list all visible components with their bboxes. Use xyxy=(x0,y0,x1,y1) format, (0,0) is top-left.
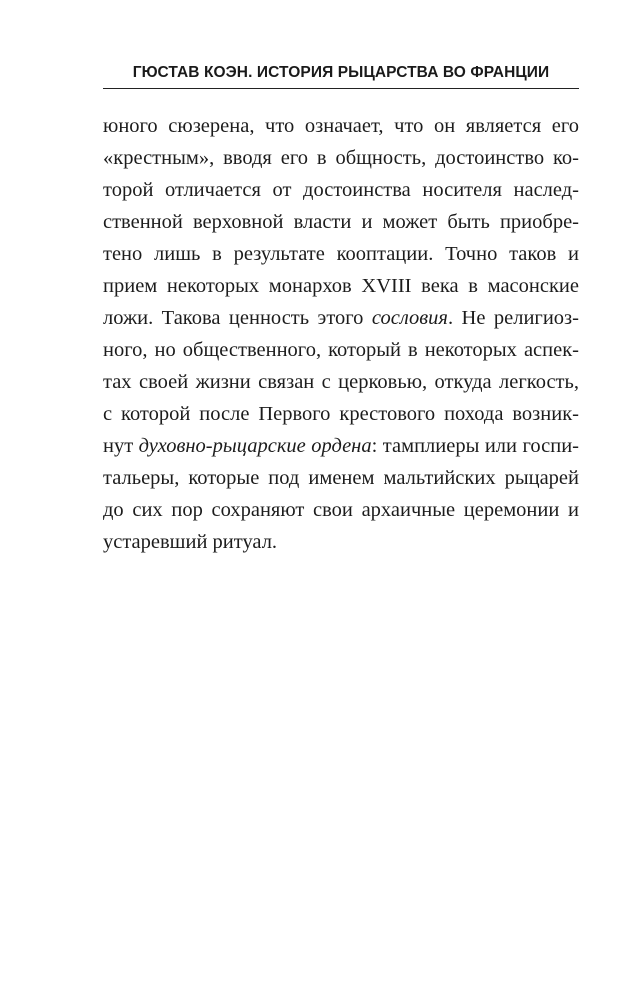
text-line: тено лишь в результате кооптации. Точно таков и xyxy=(103,243,579,265)
italic-term: сословия xyxy=(371,307,448,329)
italic-term: духовно-рыцарские ордена xyxy=(138,435,372,457)
text-line-last: устаревший ритуал. xyxy=(103,531,278,553)
text-line: тальеры, которые под именем мальтийских рыцарей xyxy=(103,467,579,489)
body-text xyxy=(103,110,579,558)
text-line: прием некоторых монархов XVIII века в масонские xyxy=(103,275,579,297)
text-line: юного сюзерена, что означает, что он является его xyxy=(103,115,579,137)
header-rule xyxy=(103,88,579,89)
text-line: торой отличается от достоинства носителя наслед- xyxy=(103,179,579,201)
text-line: тах своей жизни связан с церковью, откуда легкость, xyxy=(103,371,579,393)
text-line: до сих пор сохраняют свои архаичные церемонии и xyxy=(103,499,579,521)
text-line: с которой после Первого крестового похода возник- xyxy=(103,403,579,425)
text-line: ложи. Такова ценность этого сословия. Не религиоз- xyxy=(103,307,579,329)
text-line: «крестным», вводя его в общность, достоинство ко- xyxy=(103,147,579,169)
running-head: ГЮСТАВ КОЭН. ИСТОРИЯ РЫЦАРСТВА ВО ФРАНЦИИ xyxy=(132,64,550,81)
text-line: ственной верховной власти и может быть приобре- xyxy=(103,211,579,233)
text-line: нут духовно-рыцарские ордена: тамплиеры или госпи- xyxy=(103,435,580,457)
text-line: ного, но общественного, который в некоторых аспек- xyxy=(103,339,579,361)
